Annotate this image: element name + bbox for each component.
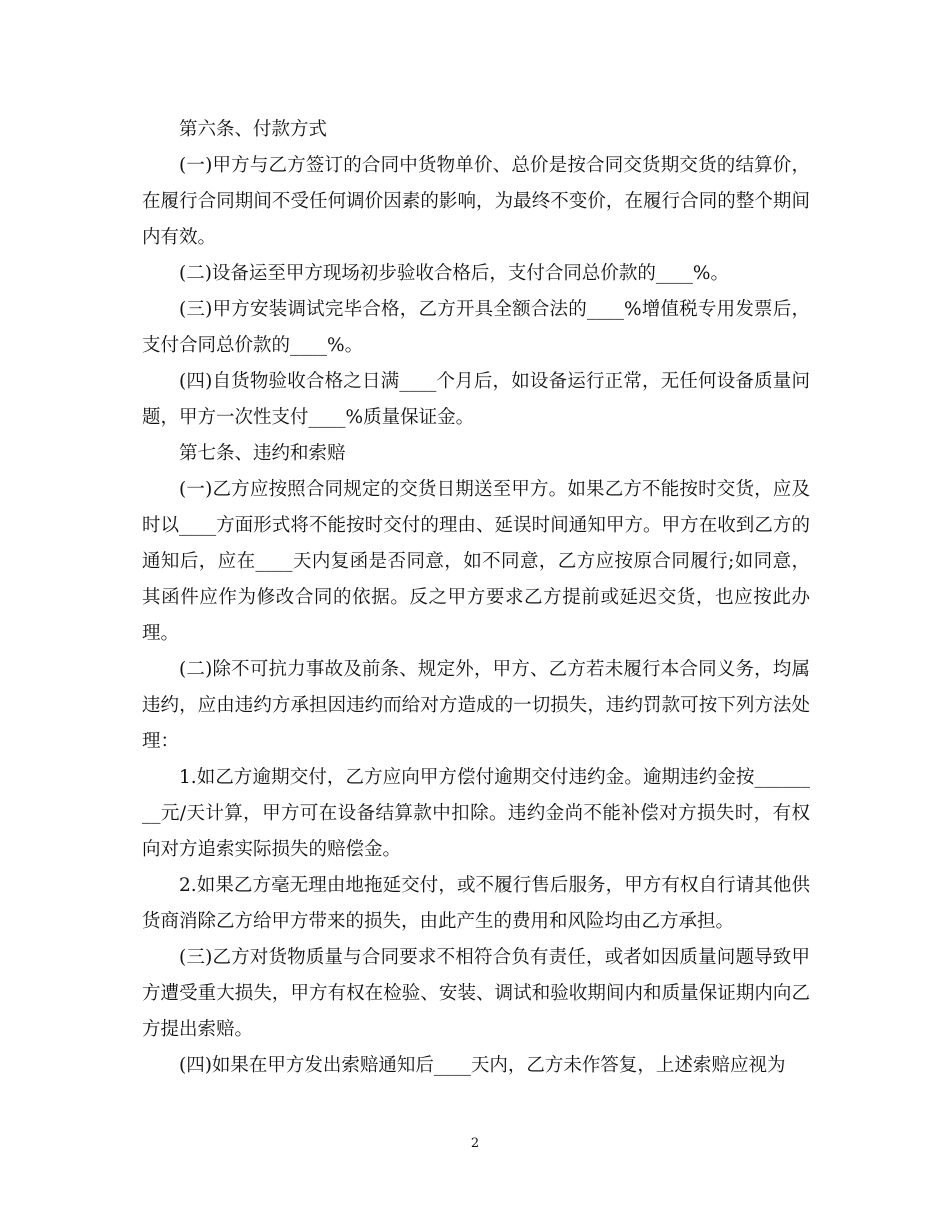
paragraph-7-2-item-2: 2.如果乙方毫无理由地拖延交付，或不履行售后服务，甲方有权自行请其他供货商消除乙方给甲方带来的损失，由此产生的费用和风险均由乙方承担。 [142,875,810,932]
heading-article-6: 第六条、付款方式 [179,119,328,140]
paragraph-6-1: (一)甲方与乙方签订的合同中货物单价、总价是按合同交货期交货的结算价，在履行合同期间不受任何调价因素的影响，为最终不变价，在履行合同的整个期间内有效。 [142,155,810,248]
paragraph-6-2: (二)设备运至甲方现场初步验收合格后，支付合同总价款的____%。 [179,263,730,284]
paragraph-7-2-item-1: 1.如乙方逾期交付，乙方应向甲方偿付逾期交付违约金。逾期违约金按________元/天计算，甲方可在设备结算款中扣除。违约金尚不能补偿对方损失时，有权向对方追索实际损失的赔偿金。 [142,767,810,860]
paragraph-7-2: (二)除不可抗力事故及前条、规定外，甲方、乙方若未履行本合同义务，均属违约，应由违约方承担因违约而给对方造成的一切损失，违约罚款可按下列方法处理： [142,659,810,752]
paragraph-6-3: (三)甲方安装调试完毕合格，乙方开具全额合法的____%增值税专用发票后，支付合同总价款的____%。 [142,299,810,356]
document-body [142,112,810,1084]
page-number: 2 [470,1136,480,1151]
paragraph-7-1: (一)乙方应按照合同规定的交货日期送至甲方。如果乙方不能按时交货，应及时以____方面形式将不能按时交付的理由、延误时间通知甲方。甲方在收到乙方的通知后，应在____天内复函是否同意，如不同意，乙方应按原合同履行;如同意，其函件应作为修改合同的依据。反之甲方要求乙方提前或延迟交货，也应按此办理。 [142,479,810,644]
paragraph-7-3: (三)乙方对货物质量与合同要求不相符合负有责任，或者如因质量问题导致甲方遭受重大损失，甲方有权在检验、安装、调试和验收期间内和质量保证期内向乙方提出索赔。 [142,947,810,1040]
paragraph-7-4: (四)如果在甲方发出索赔通知后____天内，乙方未作答复，上述索赔应视为 [179,1055,786,1076]
paragraph-6-4: (四)自货物验收合格之日满____个月后，如设备运行正常，无任何设备质量问题，甲方一次性支付____%质量保证金。 [142,371,810,428]
heading-article-7: 第七条、违约和索赔 [179,443,346,464]
